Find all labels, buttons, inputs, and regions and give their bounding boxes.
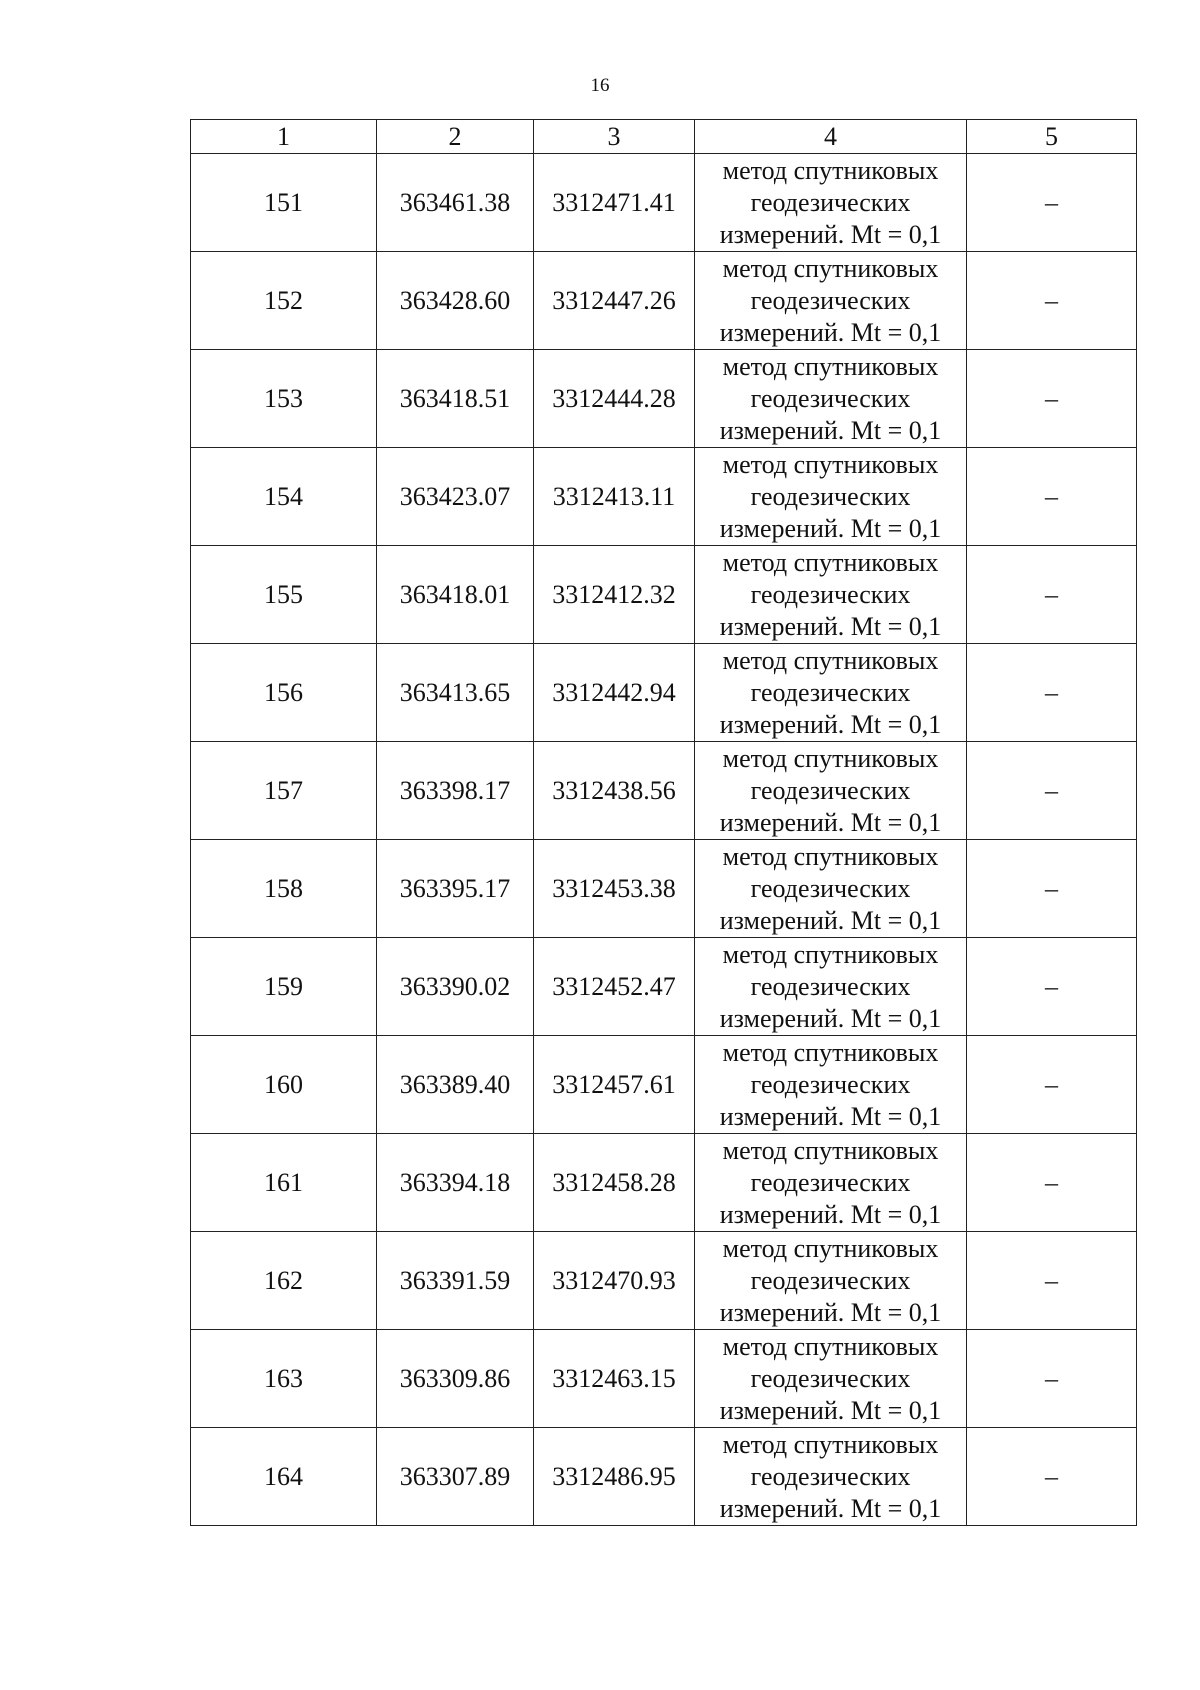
method-cell: [695, 1232, 967, 1330]
method-text-line: геодезических: [750, 579, 911, 609]
y-coordinate-cell: 3312453.38: [534, 840, 695, 938]
method-text-line: измерений. Mt = 0,1: [719, 1395, 942, 1425]
page-number: 16: [590, 75, 610, 96]
point-number-cell: 163: [191, 1330, 377, 1428]
method-text-line: геодезических: [750, 1167, 911, 1197]
x-coordinate-cell: 363389.40: [377, 1036, 534, 1134]
x-coordinate-cell: 363309.86: [377, 1330, 534, 1428]
method-text-line: метод спутниковых: [722, 1037, 939, 1067]
description-cell: –: [967, 1330, 1137, 1428]
table-row: [191, 1036, 1137, 1134]
description-cell: –: [967, 1232, 1137, 1330]
x-coordinate-cell: 363413.65: [377, 644, 534, 742]
y-coordinate-cell: 3312458.28: [534, 1134, 695, 1232]
x-coordinate-cell: 363398.17: [377, 742, 534, 840]
header-cell-4: 4: [695, 120, 967, 154]
method-text-line: метод спутниковых: [722, 1429, 939, 1459]
method-text-line: геодезических: [750, 1069, 911, 1099]
description-cell: –: [967, 448, 1137, 546]
table-row: [191, 742, 1137, 840]
y-coordinate-cell: 3312438.56: [534, 742, 695, 840]
point-number-cell: 157: [191, 742, 377, 840]
method-text-line: геодезических: [750, 187, 911, 217]
method-text-line: геодезических: [750, 1265, 911, 1295]
method-text-line: метод спутниковых: [722, 743, 939, 773]
table-row: [191, 350, 1137, 448]
x-coordinate-cell: 363418.51: [377, 350, 534, 448]
method-text-line: метод спутниковых: [722, 1331, 939, 1361]
method-text-line: измерений. Mt = 0,1: [719, 415, 942, 445]
method-cell: [695, 252, 967, 350]
table-row: [191, 546, 1137, 644]
method-text-line: метод спутниковых: [722, 939, 939, 969]
method-cell: [695, 1330, 967, 1428]
table-row: [191, 252, 1137, 350]
method-text-line: геодезических: [750, 677, 911, 707]
description-cell: –: [967, 1134, 1137, 1232]
method-text-line: измерений. Mt = 0,1: [719, 807, 942, 837]
table-body: [191, 154, 1137, 1526]
method-text-line: метод спутниковых: [722, 1233, 939, 1263]
y-coordinate-cell: 3312486.95: [534, 1428, 695, 1526]
x-coordinate-cell: 363418.01: [377, 546, 534, 644]
method-text-line: метод спутниковых: [722, 253, 939, 283]
method-cell: [695, 154, 967, 252]
table-row: [191, 1428, 1137, 1526]
description-cell: –: [967, 742, 1137, 840]
description-cell: –: [967, 1428, 1137, 1526]
method-text-line: метод спутниковых: [722, 155, 939, 185]
method-text-line: измерений. Mt = 0,1: [719, 1199, 942, 1229]
point-number-cell: 153: [191, 350, 377, 448]
x-coordinate-cell: 363395.17: [377, 840, 534, 938]
x-coordinate-cell: 363428.60: [377, 252, 534, 350]
description-cell: –: [967, 154, 1137, 252]
description-cell: –: [967, 546, 1137, 644]
point-number-cell: 159: [191, 938, 377, 1036]
method-cell: [695, 1428, 967, 1526]
header-cell-5: 5: [967, 120, 1137, 154]
header-row: [191, 120, 1137, 154]
header-cell-3: 3: [534, 120, 695, 154]
method-text-line: геодезических: [750, 1461, 911, 1491]
method-cell: [695, 1036, 967, 1134]
y-coordinate-cell: 3312442.94: [534, 644, 695, 742]
method-cell: [695, 1134, 967, 1232]
y-coordinate-cell: 3312444.28: [534, 350, 695, 448]
method-text-line: измерений. Mt = 0,1: [719, 1101, 942, 1131]
header-cell-2: 2: [377, 120, 534, 154]
header-cell-1: 1: [191, 120, 377, 154]
method-text-line: геодезических: [750, 481, 911, 511]
method-text-line: метод спутниковых: [722, 645, 939, 675]
x-coordinate-cell: 363391.59: [377, 1232, 534, 1330]
y-coordinate-cell: 3312452.47: [534, 938, 695, 1036]
method-text-line: геодезических: [750, 383, 911, 413]
point-number-cell: 151: [191, 154, 377, 252]
x-coordinate-cell: 363423.07: [377, 448, 534, 546]
method-cell: [695, 840, 967, 938]
x-coordinate-cell: 363390.02: [377, 938, 534, 1036]
table-row: [191, 938, 1137, 1036]
x-coordinate-cell: 363461.38: [377, 154, 534, 252]
description-cell: –: [967, 840, 1137, 938]
y-coordinate-cell: 3312412.32: [534, 546, 695, 644]
method-cell: [695, 644, 967, 742]
point-number-cell: 155: [191, 546, 377, 644]
method-text-line: метод спутниковых: [722, 1135, 939, 1165]
y-coordinate-cell: 3312463.15: [534, 1330, 695, 1428]
table-row: [191, 1330, 1137, 1428]
point-number-cell: 161: [191, 1134, 377, 1232]
table-row: [191, 154, 1137, 252]
point-number-cell: 156: [191, 644, 377, 742]
method-text-line: измерений. Mt = 0,1: [719, 1003, 942, 1033]
y-coordinate-cell: 3312447.26: [534, 252, 695, 350]
point-number-cell: 160: [191, 1036, 377, 1134]
method-text-line: геодезических: [750, 873, 911, 903]
y-coordinate-cell: 3312457.61: [534, 1036, 695, 1134]
table-row: [191, 840, 1137, 938]
description-cell: –: [967, 644, 1137, 742]
table-row: [191, 1134, 1137, 1232]
method-text-line: измерений. Mt = 0,1: [719, 219, 942, 249]
y-coordinate-cell: 3312470.93: [534, 1232, 695, 1330]
x-coordinate-cell: 363394.18: [377, 1134, 534, 1232]
method-text-line: метод спутниковых: [722, 351, 939, 381]
table-row: [191, 644, 1137, 742]
description-cell: –: [967, 938, 1137, 1036]
method-text-line: геодезических: [750, 285, 911, 315]
method-text-line: геодезических: [750, 1363, 911, 1393]
coordinates-table: [190, 119, 1137, 1526]
method-text-line: измерений. Mt = 0,1: [719, 905, 942, 935]
point-number-cell: 152: [191, 252, 377, 350]
y-coordinate-cell: 3312471.41: [534, 154, 695, 252]
description-cell: –: [967, 252, 1137, 350]
method-text-line: метод спутниковых: [722, 547, 939, 577]
table-row: [191, 448, 1137, 546]
x-coordinate-cell: 363307.89: [377, 1428, 534, 1526]
method-text-line: метод спутниковых: [722, 841, 939, 871]
method-text-line: геодезических: [750, 775, 911, 805]
method-text-line: измерений. Mt = 0,1: [719, 709, 942, 739]
y-coordinate-cell: 3312413.11: [534, 448, 695, 546]
method-cell: [695, 350, 967, 448]
description-cell: –: [967, 350, 1137, 448]
method-cell: [695, 448, 967, 546]
method-text-line: измерений. Mt = 0,1: [719, 317, 942, 347]
point-number-cell: 162: [191, 1232, 377, 1330]
table-header: [191, 120, 1137, 154]
method-cell: [695, 938, 967, 1036]
method-text-line: измерений. Mt = 0,1: [719, 1493, 942, 1523]
method-cell: [695, 546, 967, 644]
method-text-line: геодезических: [750, 971, 911, 1001]
point-number-cell: 158: [191, 840, 377, 938]
method-text-line: измерений. Mt = 0,1: [719, 513, 942, 543]
method-text-line: измерений. Mt = 0,1: [719, 611, 942, 641]
table-row: [191, 1232, 1137, 1330]
method-text-line: измерений. Mt = 0,1: [719, 1297, 942, 1327]
description-cell: –: [967, 1036, 1137, 1134]
point-number-cell: 154: [191, 448, 377, 546]
method-text-line: метод спутниковых: [722, 449, 939, 479]
method-cell: [695, 742, 967, 840]
point-number-cell: 164: [191, 1428, 377, 1526]
